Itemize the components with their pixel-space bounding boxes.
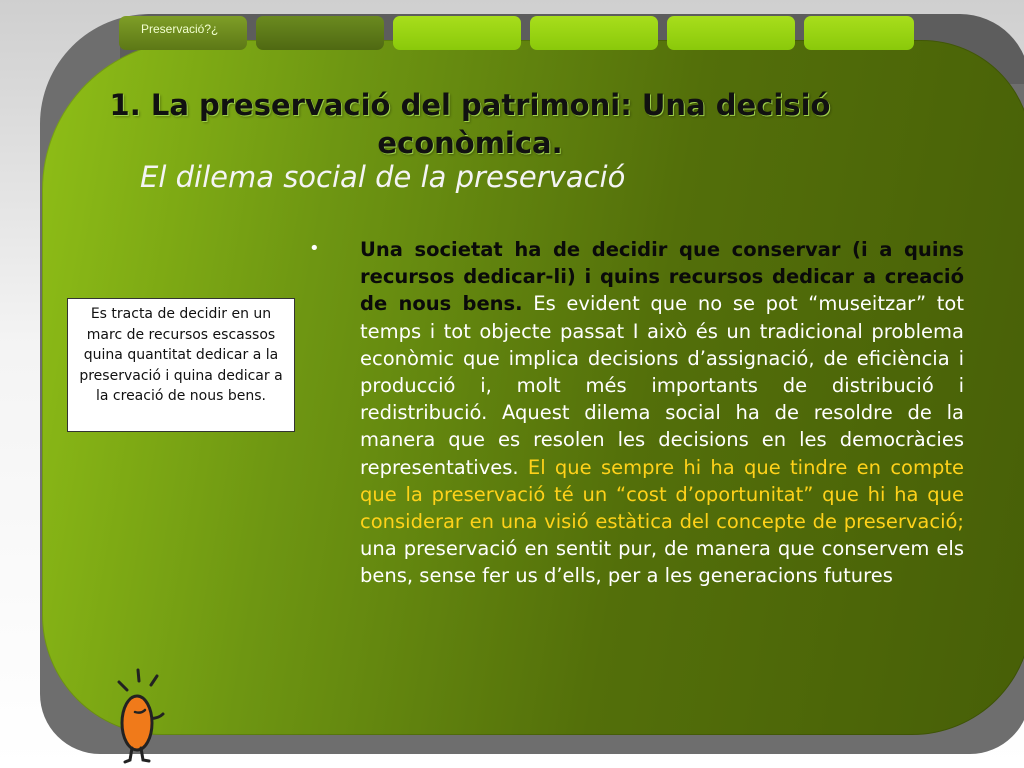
note-box: Es tracta de decidir en un marc de recursos escassos quina quantitat dedicar a la preservació i quina dedicar a la creació de nous bens. bbox=[67, 298, 295, 432]
tab-4[interactable] bbox=[530, 16, 658, 50]
bullet-paragraph bbox=[360, 236, 964, 590]
tab-preservacio[interactable]: Preservació?¿ bbox=[119, 16, 247, 50]
tab-3[interactable] bbox=[393, 16, 521, 50]
tab-2[interactable] bbox=[256, 16, 384, 50]
bullet-bold-text: Una societat ha de decidir que conservar (i a quins recursos dedicar-li) i quins recursos dedicar a creació de nous bens. bbox=[360, 238, 964, 316]
bullet-plain-text-1: Es evident que no se pot “museitzar” tot temps i tot objecte passat I això és un tradicional problema econòmic que implica decisions d’assignació, de eficiència i producció i, molt més importants de distribució i redistribució. Aquest dilema social ha de resoldre de la manera que es resolen les decisions en les democràcies representatives. bbox=[360, 292, 964, 479]
bullet-plain-text-2: una preservació en sentit pur, de manera que conservem els bens, sense fer us d’ells, per a les generacions futures bbox=[360, 537, 964, 588]
tab-5[interactable] bbox=[667, 16, 795, 50]
slide-title: 1. La preservació del patrimoni: Una decisió econòmica. bbox=[109, 88, 831, 160]
tab-6[interactable] bbox=[804, 16, 914, 50]
bullet-marker: • bbox=[309, 238, 320, 259]
slide-subtitle: El dilema social de la preservació bbox=[140, 160, 626, 194]
nav-tabs bbox=[119, 16, 914, 50]
orange-bean-mascot-icon bbox=[105, 668, 185, 768]
bullet-highlight-text: El que sempre hi ha que tindre en compte que la preservació té un “cost d’oportunitat” que hi ha que considerar en una visió estàtica del concepte de preservació; bbox=[360, 455, 964, 534]
